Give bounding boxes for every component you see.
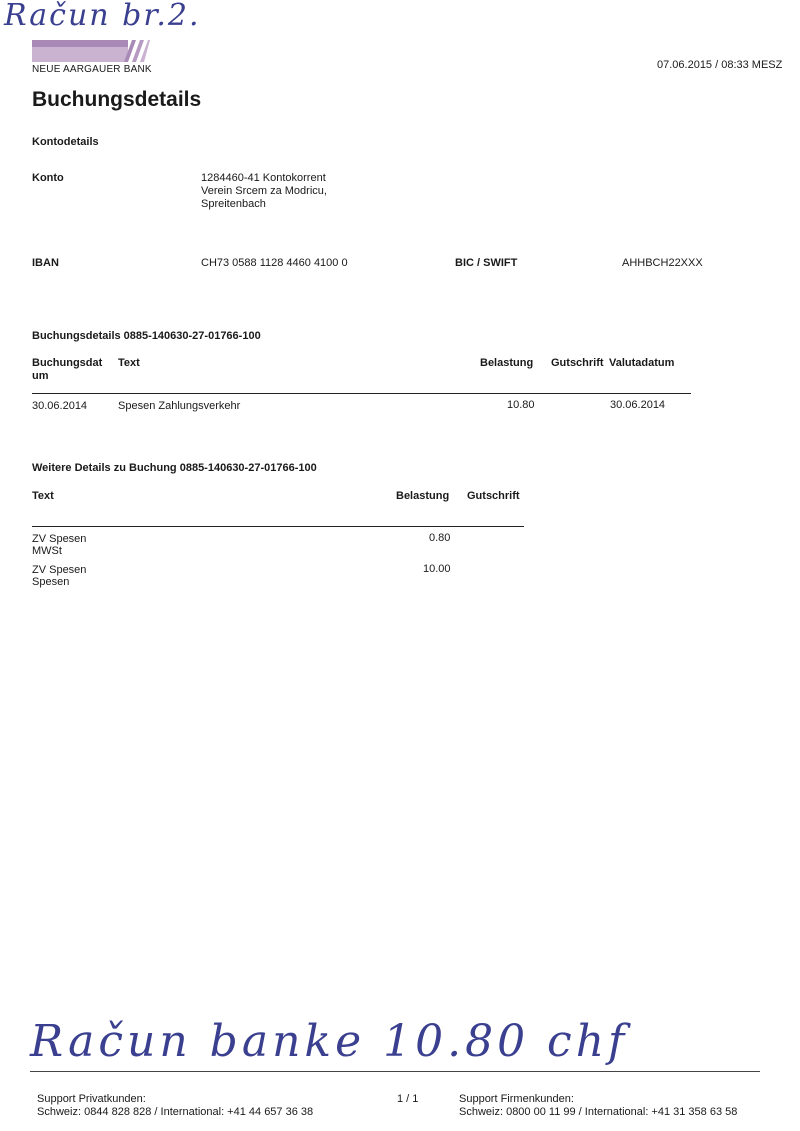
booking-heading: Buchungsdetails 0885-140630-27-01766-100 [32, 330, 261, 342]
footer-private-support [37, 1093, 313, 1119]
details-col-header-text: Text [32, 490, 54, 502]
booking-row-text: Spesen Zahlungsverkehr [118, 400, 241, 412]
col-header-text: Text [118, 357, 140, 369]
details-heading: Weitere Details zu Buchung 0885-140630-27-01766-100 [32, 462, 317, 474]
kontodetails-heading: Kontodetails [32, 136, 99, 148]
details-table-divider [32, 526, 524, 527]
konto-line: 1284460-41 Kontokorrent [201, 172, 326, 184]
col-header-date: Buchungsdat um [32, 357, 103, 382]
bank-name: NEUE AARGAUER BANK [32, 64, 152, 75]
footer-business-support [459, 1093, 737, 1119]
booking-row-date: 30.06.2014 [32, 400, 88, 412]
handwritten-footer-note: Račun banke 10.80 chf [30, 1016, 629, 1067]
footer-private-label: Support Privatkunden: [37, 1093, 146, 1105]
details-col-header-credit: Gutschrift [467, 490, 520, 502]
details-col-header-debit: Belastung [396, 490, 450, 502]
details-row-text [32, 533, 86, 557]
bank-logo-icon [32, 38, 150, 64]
details-row-text-line: ZV Spesen [32, 564, 87, 576]
iban-label: IBAN [32, 257, 59, 269]
details-row-text [32, 564, 86, 588]
col-header-value-date: Valutadatum [609, 357, 675, 369]
page-title: Buchungsdetails [32, 88, 202, 111]
details-row-debit: 10.00 [423, 563, 451, 575]
booking-row-debit: 10.80 [507, 399, 535, 411]
bic-label: BIC / SWIFT [455, 257, 518, 269]
footer-business-label: Support Firmenkunden: [459, 1093, 574, 1105]
details-row-debit: 0.80 [429, 532, 451, 544]
footer-rule [30, 1071, 760, 1072]
page-number: 1 / 1 [397, 1093, 419, 1105]
bic-value: AHHBCH22XXX [622, 257, 703, 269]
footer-business-numbers: Schweiz: 0800 00 11 99 / International: +41 31 358 63 58 [459, 1106, 738, 1118]
details-row-text-line: MWSt [32, 545, 62, 557]
booking-row-value-date: 30.06.2014 [610, 399, 666, 411]
footer-private-numbers: Schweiz: 0844 828 828 / International: +41 44 657 36 38 [37, 1106, 314, 1118]
iban-value: CH73 0588 1128 4460 4100 0 [201, 257, 348, 269]
col-header-credit: Gutschrift [551, 357, 604, 369]
table-divider [32, 393, 691, 394]
print-datetime: 07.06.2015 / 08:33 MESZ [657, 59, 783, 71]
konto-line: Spreitenbach [201, 198, 266, 210]
col-header-debit: Belastung [480, 357, 534, 369]
konto-line: Verein Srcem za Modricu, [201, 185, 327, 197]
details-row-text-line: Spesen [32, 576, 70, 588]
details-row-text-line: ZV Spesen [32, 533, 87, 545]
konto-label: Konto [32, 172, 64, 184]
handwritten-header-note: Račun br.2. [4, 0, 201, 33]
konto-value [201, 172, 327, 211]
